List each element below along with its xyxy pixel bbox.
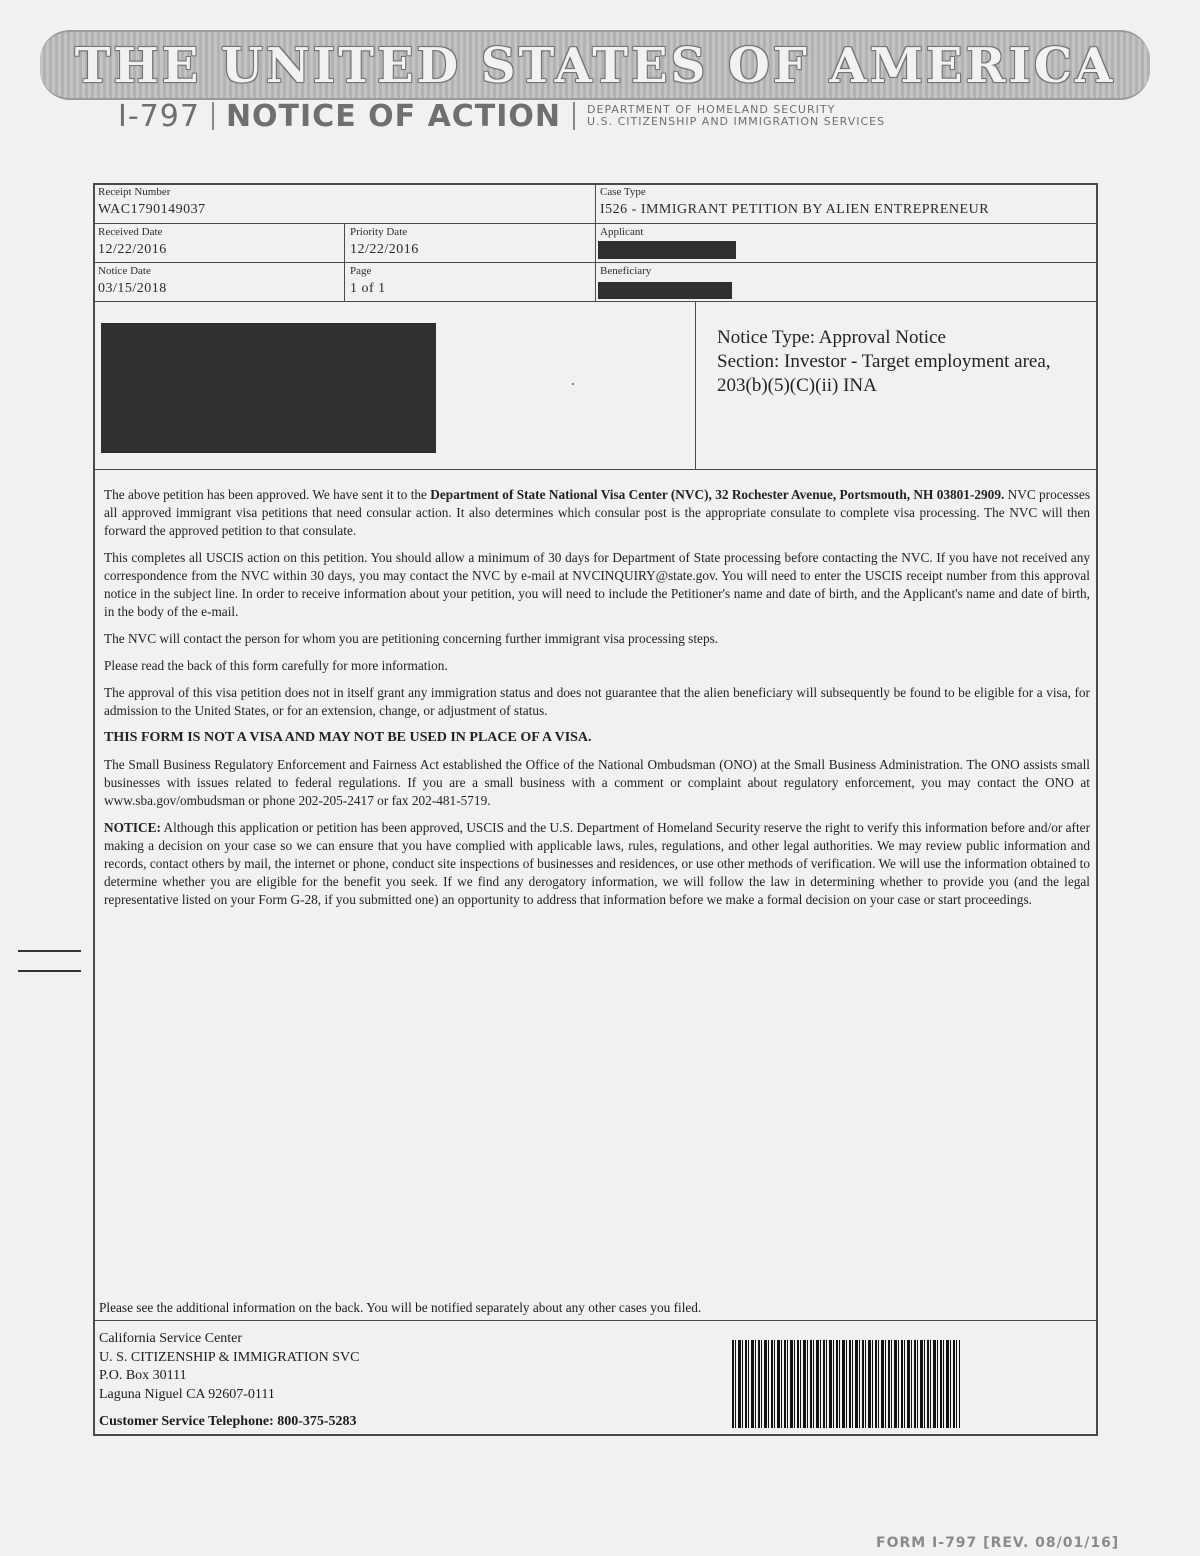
case-type: I526 - IMMIGRANT PETITION BY ALIEN ENTREPRENEUR [600,202,990,217]
page-number: 1 of 1 [350,281,386,296]
beneficiary-redaction [598,282,732,299]
notice-title: NOTICE OF ACTION [225,98,562,134]
notice-paragraph: NOTICE: Although this application or petition has been approved, USCIS and the U.S. Department of Homeland Security reserve the right to verify this information before and/or after making a decision on your case so we can ensure that you have complied with applicable laws, rules, regulations, and other legal authorities. We may review public information and records, contact others by mail, the internet or phone, conduct site inspections of businesses and residences, or use other methods of verification. We will use the information obtained to determine whether you are eligible for the benefit you seek. If we find any derogatory information, we will follow the law in determining whether to provide you (and the legal representative listed on your Form G-28, if you submitted one) an opportunity to address that information before we make a formal decision on your case or start proceedings. [104,820,1090,907]
grid-line [344,223,345,301]
grid-line [595,183,596,301]
applicant-redaction [598,241,736,259]
address-line: U. S. CITIZENSHIP & IMMIGRATION SVC [99,1349,360,1365]
notice-heading: NOTICE: [104,820,161,835]
body-paragraph: Please read the back of this form carefully for more information. [104,658,448,673]
applicant-label: Applicant [600,226,644,238]
receipt-number: WAC1790149037 [98,202,206,217]
address-line: P.O. Box 30111 [99,1368,187,1383]
page-label: Page [350,265,372,277]
customer-service-phone: Customer Service Telephone: 800-375-5283 [99,1414,357,1429]
grid-line [695,301,696,469]
visa-warning: THIS FORM IS NOT A VISA AND MAY NOT BE USED IN PLACE OF A VISA. [104,730,592,745]
beneficiary-label: Beneficiary [600,265,652,277]
notice-type: Notice Type: Approval Notice [717,327,946,348]
scan-speck [572,383,574,385]
header-banner [40,30,1150,100]
notice-type-block [717,326,1051,398]
margin-mark [18,950,81,952]
notice-section-code: 203(b)(5)(C)(ii) INA [717,375,877,396]
mailing-address-redaction [101,323,436,453]
title-separator [212,102,214,130]
department-line: DEPARTMENT OF HOMELAND SECURITY [587,103,836,116]
received-date-label: Received Date [98,226,163,238]
address-line: California Service Center [99,1331,243,1346]
address-line: Laguna Niguel CA 92607-0111 [99,1386,275,1402]
body-paragraph: The approval of this visa petition does not in itself grant any immigration status and does not guarantee that the alien beneficiary will subsequently be found to be eligible for a visa, for admission to the United States, or for an extension, change, or adjustment of status. [104,685,1090,718]
notice-section: Section: Investor - Target employment area, [717,351,1051,372]
grid-line [93,1320,1098,1321]
grid-line [93,301,1098,302]
agency-line: U.S. CITIZENSHIP AND IMMIGRATION SERVICES [587,115,886,128]
banner-title: THE UNITED STATES OF AMERICA [74,38,1116,94]
form-revision: FORM I-797 [REV. 08/01/16] [876,1535,1120,1551]
notice-date-label: Notice Date [98,265,151,277]
body-paragraph: The above petition has been approved. We have sent it to the Department of State National Visa Center (NVC), 32 Rochester Avenue, Portsmouth, NH 03801-2909. NVC processes all approved immigrant visa petitions that need consular action. It also determines which consular post is the appropriate consulate to complete visa processing. The NVC will then forward the approved petition to that consulate. [104,487,1090,538]
title-row [118,96,885,136]
service-center-address [99,1330,359,1404]
title-separator [573,102,575,130]
priority-date: 12/22/2016 [350,242,419,257]
case-type-label: Case Type [600,186,646,198]
body-paragraph: The Small Business Regulatory Enforcement and Fairness Act established the Office of the National Ombudsman (ONO) at the Small Business Administration. The ONO assists small businesses with issues related to federal regulations. If you are a small business with a comment or complaint about regulatory enforcement, you may contact the ONO at www.sba.gov/ombudsman or phone 202-205-2417 or fax 202-481-5719. [104,757,1090,808]
notice-body [104,486,1090,918]
body-paragraph: The NVC will contact the person for whom you are petitioning concerning further immigrant visa processing steps. [104,631,719,646]
form-code: I-797 [118,98,200,134]
notice-date: 03/15/2018 [98,281,167,296]
margin-mark [18,970,81,972]
nvc-address: Department of State National Visa Center (NVC), 32 Rochester Avenue, Portsmouth, NH 03801-2909. [430,487,1005,502]
department-block [587,104,885,128]
barcode [732,1340,960,1428]
grid-line [93,469,1098,470]
receipt-number-label: Receipt Number [98,186,171,198]
priority-date-label: Priority Date [350,226,408,238]
footer-note: Please see the additional information on the back. You will be notified separately about any other cases you filed. [99,1300,702,1315]
received-date: 12/22/2016 [98,242,167,257]
body-paragraph: This completes all USCIS action on this petition. You should allow a minimum of 30 days for Department of State processing before contacting the NVC. If you have not received any correspondence from the NVC within 30 days, you may contact the NVC by e-mail at NVCINQUIRY@state.gov. You will need to enter the USCIS receipt number from this approval notice in the subject line. In order to receive information about your petition, you will need to include the Petitioner's name and date of birth, and the Applicant's name and date of birth, in the body of the e-mail. [104,550,1090,619]
